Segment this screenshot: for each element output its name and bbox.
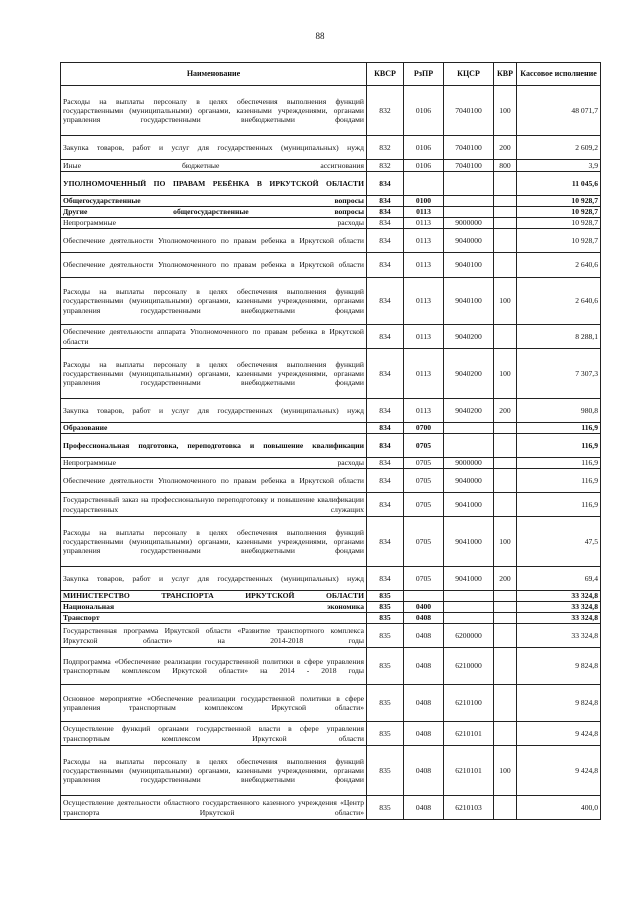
row-kvr: 200 [494, 399, 517, 423]
row-name: УПОЛНОМОЧЕННЫЙ ПО ПРАВАМ РЕБЁНКА В ИРКУТСКОЙ ОБЛАСТИ [61, 172, 367, 196]
row-amount: 33 324,8 [517, 602, 601, 613]
row-name: Подпрограмма «Обеспечение реализации государственной политики в сфере управления транспортным комплексом Иркутской области» на 2014 - 2018 годы [61, 648, 367, 685]
row-rzpr: 0113 [404, 325, 444, 349]
row-name: Расходы на выплаты персоналу в целях обеспечения выполнения функций государственными (муниципальными) органами, казенными учреждениями, органами управления государственными внебюджетными фондами [61, 517, 367, 567]
row-kcsr [444, 172, 494, 196]
row-kvr [494, 229, 517, 253]
row-kcsr: 6210101 [444, 746, 494, 796]
row-kvsr: 834 [367, 278, 404, 325]
table-row [61, 567, 601, 591]
row-rzpr: 0106 [404, 136, 444, 160]
table-row [61, 229, 601, 253]
row-kvsr: 835 [367, 722, 404, 746]
row-kvsr: 834 [367, 493, 404, 517]
row-rzpr: 0113 [404, 229, 444, 253]
table-row [61, 517, 601, 567]
row-name: Иные бюджетные ассигнования [61, 160, 367, 172]
row-rzpr: 0408 [404, 685, 444, 722]
row-kvsr: 834 [367, 434, 404, 458]
row-kcsr: 6200000 [444, 624, 494, 648]
row-rzpr: 0113 [404, 253, 444, 278]
row-amount: 116,9 [517, 493, 601, 517]
row-amount: 116,9 [517, 458, 601, 469]
row-kvr [494, 172, 517, 196]
row-name: Расходы на выплаты персоналу в целях обеспечения выполнения функций государственными (муниципальными) органами, казенными учреждениями, органами управления государственными внебюджетными фондами [61, 746, 367, 796]
row-rzpr: 0700 [404, 423, 444, 434]
row-amount: 33 324,8 [517, 613, 601, 624]
row-name: Государственный заказ на профессиональную переподготовку и повышение квалификации государственных служащих [61, 493, 367, 517]
row-rzpr: 0705 [404, 567, 444, 591]
row-name: Обеспечение деятельности аппарата Уполномоченного по правам ребенка в Иркутской области [61, 325, 367, 349]
row-kvsr: 835 [367, 746, 404, 796]
row-kcsr [444, 591, 494, 602]
table-row [61, 613, 601, 624]
row-amount: 48 071,7 [517, 86, 601, 136]
table-row [61, 469, 601, 493]
row-kvr: 200 [494, 136, 517, 160]
table-row [61, 685, 601, 722]
row-amount: 9 824,8 [517, 648, 601, 685]
table-row [61, 796, 601, 820]
row-amount: 69,4 [517, 567, 601, 591]
row-name: Основное мероприятие «Обеспечение реализации государственной политики в сфере управления транспортным комплексом Иркутской области» [61, 685, 367, 722]
table-row [61, 172, 601, 196]
row-kvr: 100 [494, 746, 517, 796]
row-kvr [494, 253, 517, 278]
row-kvsr: 834 [367, 196, 404, 207]
table-row [61, 423, 601, 434]
row-kcsr: 7040100 [444, 86, 494, 136]
row-name: Образование [61, 423, 367, 434]
row-kvsr: 835 [367, 648, 404, 685]
row-rzpr: 0705 [404, 469, 444, 493]
row-kvsr: 835 [367, 624, 404, 648]
row-rzpr: 0705 [404, 458, 444, 469]
row-kcsr [444, 207, 494, 218]
row-kvsr: 834 [367, 325, 404, 349]
row-amount: 116,9 [517, 469, 601, 493]
row-amount: 33 324,8 [517, 624, 601, 648]
table-row [61, 325, 601, 349]
table-row [61, 399, 601, 423]
row-rzpr: 0100 [404, 196, 444, 207]
row-rzpr: 0408 [404, 746, 444, 796]
table-body [61, 86, 601, 820]
row-kvr [494, 493, 517, 517]
page-number: 88 [315, 31, 325, 41]
row-rzpr: 0408 [404, 624, 444, 648]
row-kcsr [444, 613, 494, 624]
row-kcsr: 9041000 [444, 493, 494, 517]
row-kvsr: 834 [367, 229, 404, 253]
row-kcsr [444, 423, 494, 434]
row-kcsr [444, 196, 494, 207]
row-kcsr: 9040000 [444, 469, 494, 493]
row-kcsr: 9040100 [444, 253, 494, 278]
row-kvsr: 834 [367, 458, 404, 469]
row-amount: 9 424,8 [517, 722, 601, 746]
budget-table [60, 62, 601, 820]
row-kvsr: 832 [367, 86, 404, 136]
table-row [61, 86, 601, 136]
row-amount: 10 928,7 [517, 229, 601, 253]
row-kcsr: 9040200 [444, 325, 494, 349]
row-kcsr: 6210101 [444, 722, 494, 746]
row-kvsr: 835 [367, 602, 404, 613]
row-amount: 2 609,2 [517, 136, 601, 160]
row-rzpr: 0113 [404, 399, 444, 423]
row-kvsr: 835 [367, 613, 404, 624]
row-kcsr: 9040000 [444, 229, 494, 253]
row-kvsr: 834 [367, 349, 404, 399]
header-amount: Кассовое исполнение [517, 63, 601, 86]
row-kvr [494, 602, 517, 613]
table-row [61, 218, 601, 229]
row-name: Непрограммные расходы [61, 458, 367, 469]
header-kcsr: КЦСР [444, 63, 494, 86]
table-row [61, 722, 601, 746]
row-name: Закупка товаров, работ и услуг для государственных (муниципальных) нужд [61, 136, 367, 160]
row-amount: 10 928,7 [517, 196, 601, 207]
table-row [61, 602, 601, 613]
row-name: Расходы на выплаты персоналу в целях обеспечения выполнения функций государственными (муниципальными) органами, казенными учреждениями, органами управления государственными внебюджетными фондами [61, 278, 367, 325]
row-kvr [494, 458, 517, 469]
row-rzpr: 0106 [404, 160, 444, 172]
table-row [61, 349, 601, 399]
row-kvsr: 834 [367, 399, 404, 423]
header-kvsr: КВСР [367, 63, 404, 86]
row-name: Расходы на выплаты персоналу в целях обеспечения выполнения функций государственными (муниципальными) органами, казенными учреждениями, органами управления государственными внебюджетными фондами [61, 349, 367, 399]
row-name: Обеспечение деятельности Уполномоченного по правам ребенка в Иркутской области [61, 469, 367, 493]
row-kvr [494, 648, 517, 685]
row-amount: 7 307,3 [517, 349, 601, 399]
row-name: Закупка товаров, работ и услуг для государственных (муниципальных) нужд [61, 567, 367, 591]
row-rzpr [404, 172, 444, 196]
row-amount: 9 824,8 [517, 685, 601, 722]
row-name: Расходы на выплаты персоналу в целях обеспечения выполнения функций государственными (муниципальными) органами, казенными учреждениями, органами управления государственными внебюджетными фондами [61, 86, 367, 136]
row-name: Профессиональная подготовка, переподготовка и повышение квалификации [61, 434, 367, 458]
row-kvsr: 832 [367, 160, 404, 172]
row-amount: 10 928,7 [517, 207, 601, 218]
row-kcsr: 7040100 [444, 160, 494, 172]
row-name: Осуществление функций органами государственной власти в сфере управления транспортным комплексом Иркутской области [61, 722, 367, 746]
row-kvsr: 834 [367, 469, 404, 493]
row-kvr [494, 796, 517, 820]
row-kcsr [444, 434, 494, 458]
table-row [61, 434, 601, 458]
row-kvsr: 835 [367, 796, 404, 820]
row-kvr [494, 196, 517, 207]
row-kvsr: 834 [367, 517, 404, 567]
row-name: МИНИСТЕРСТВО ТРАНСПОРТА ИРКУТСКОЙ ОБЛАСТИ [61, 591, 367, 602]
row-kvsr: 834 [367, 218, 404, 229]
table-row [61, 160, 601, 172]
row-name: Осуществление деятельности областного государственного казенного учреждения «Центр транспорта Иркутской области» [61, 796, 367, 820]
row-kcsr: 9000000 [444, 458, 494, 469]
row-kvr [494, 325, 517, 349]
row-kvsr: 834 [367, 172, 404, 196]
row-kvr [494, 423, 517, 434]
table-row [61, 207, 601, 218]
row-kvr: 100 [494, 349, 517, 399]
row-kvr [494, 469, 517, 493]
row-kcsr [444, 602, 494, 613]
row-kvr [494, 613, 517, 624]
row-amount: 2 640,6 [517, 253, 601, 278]
row-kcsr: 9000000 [444, 218, 494, 229]
header-rzpr: РзПР [404, 63, 444, 86]
table-row [61, 648, 601, 685]
row-kcsr: 9040100 [444, 278, 494, 325]
row-rzpr: 0408 [404, 613, 444, 624]
row-name: Непрограммные расходы [61, 218, 367, 229]
row-amount: 3,9 [517, 160, 601, 172]
row-name: Транспорт [61, 613, 367, 624]
row-rzpr: 0705 [404, 517, 444, 567]
table-row [61, 278, 601, 325]
row-kvsr: 835 [367, 591, 404, 602]
table-header-row [61, 63, 601, 86]
row-kvr [494, 207, 517, 218]
row-amount: 33 324,8 [517, 591, 601, 602]
row-rzpr: 0106 [404, 86, 444, 136]
header-kvr: КВР [494, 63, 517, 86]
row-amount: 116,9 [517, 423, 601, 434]
row-rzpr: 0113 [404, 349, 444, 399]
row-rzpr: 0113 [404, 218, 444, 229]
row-amount: 9 424,8 [517, 746, 601, 796]
table-row [61, 136, 601, 160]
row-kvr [494, 434, 517, 458]
row-kvr [494, 722, 517, 746]
row-kcsr: 6210100 [444, 685, 494, 722]
row-rzpr [404, 591, 444, 602]
row-name: Обеспечение деятельности Уполномоченного по правам ребенка в Иркутской области [61, 253, 367, 278]
row-name: Обеспечение деятельности Уполномоченного по правам ребенка в Иркутской области [61, 229, 367, 253]
row-amount: 8 288,1 [517, 325, 601, 349]
row-kvsr: 834 [367, 567, 404, 591]
row-kvsr: 834 [367, 253, 404, 278]
row-rzpr: 0408 [404, 796, 444, 820]
row-name: Другие общегосударственные вопросы [61, 207, 367, 218]
row-kvr: 800 [494, 160, 517, 172]
row-rzpr: 0113 [404, 207, 444, 218]
row-kcsr: 9041000 [444, 567, 494, 591]
row-kvr: 100 [494, 278, 517, 325]
table-row [61, 253, 601, 278]
row-kcsr: 9041000 [444, 517, 494, 567]
row-name: Общегосударственные вопросы [61, 196, 367, 207]
row-rzpr: 0705 [404, 493, 444, 517]
header-name: Наименование [61, 63, 367, 86]
row-kvr: 100 [494, 86, 517, 136]
row-kvr [494, 218, 517, 229]
row-kvr: 100 [494, 517, 517, 567]
table-row [61, 746, 601, 796]
table-row [61, 624, 601, 648]
row-amount: 47,5 [517, 517, 601, 567]
row-amount: 116,9 [517, 434, 601, 458]
row-rzpr: 0113 [404, 278, 444, 325]
row-amount: 400,0 [517, 796, 601, 820]
table-row [61, 196, 601, 207]
row-kcsr: 9040200 [444, 349, 494, 399]
row-amount: 980,8 [517, 399, 601, 423]
row-kcsr: 6210103 [444, 796, 494, 820]
row-kvr [494, 685, 517, 722]
row-kvr: 200 [494, 567, 517, 591]
table-row [61, 458, 601, 469]
row-kvr [494, 624, 517, 648]
row-kvsr: 834 [367, 423, 404, 434]
table-row [61, 493, 601, 517]
row-name: Государственная программа Иркутской области «Развитие транспортного комплекса Иркутской области» на 2014-2018 годы [61, 624, 367, 648]
row-kvsr: 835 [367, 685, 404, 722]
row-kvr [494, 591, 517, 602]
row-rzpr: 0400 [404, 602, 444, 613]
row-amount: 10 928,7 [517, 218, 601, 229]
table-row [61, 591, 601, 602]
row-name: Национальная экономика [61, 602, 367, 613]
row-amount: 11 045,6 [517, 172, 601, 196]
row-kcsr: 7040100 [444, 136, 494, 160]
row-name: Закупка товаров, работ и услуг для государственных (муниципальных) нужд [61, 399, 367, 423]
row-rzpr: 0705 [404, 434, 444, 458]
row-rzpr: 0408 [404, 722, 444, 746]
row-kvsr: 834 [367, 207, 404, 218]
row-amount: 2 640,6 [517, 278, 601, 325]
row-kcsr: 6210000 [444, 648, 494, 685]
row-rzpr: 0408 [404, 648, 444, 685]
row-kcsr: 9040200 [444, 399, 494, 423]
row-kvsr: 832 [367, 136, 404, 160]
